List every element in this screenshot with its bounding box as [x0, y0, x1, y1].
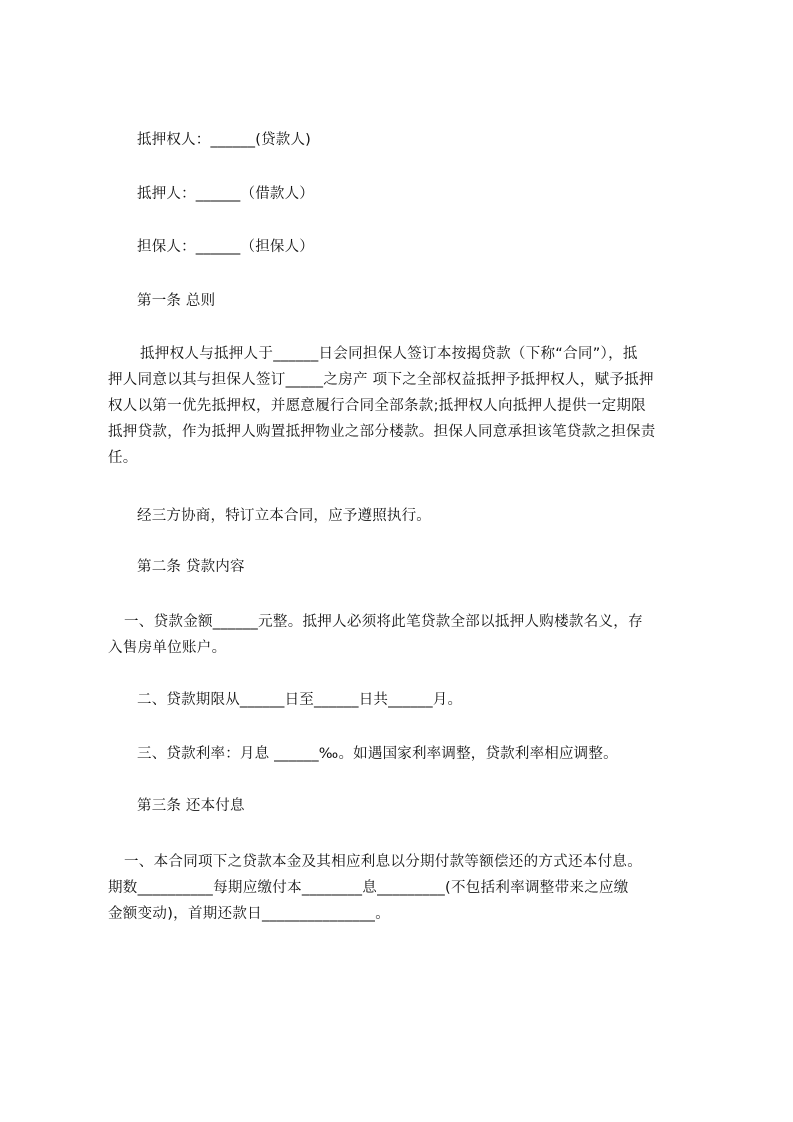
article2-heading: 第二条 贷款内容	[137, 559, 245, 575]
article1-line-5: 任。	[108, 450, 138, 466]
party-mortgagor: 抵押人：______（借款人）	[137, 186, 314, 202]
article3-item1-line-1: 一、本合同项下之贷款本金及其相应利息以分期付款等额偿还的方式还本付息。	[124, 854, 642, 870]
article1-line-2: 押人同意以其与担保人签订_____之房产 项下之全部权益抵押予抵押权人，赋予抵押	[108, 372, 654, 388]
article2-item1-line-1: 一、贷款金额______元整。抵押人必须将此笔贷款全部以抵押人购楼款名义，存	[124, 614, 643, 630]
article1-line-3: 权人以第一优先抵押权，并愿意履行合同全部条款;抵押权人向抵押人提供一定期限	[108, 398, 646, 414]
article3-heading: 第三条 还本付息	[137, 798, 245, 814]
article2-item1	[108, 609, 700, 661]
article1-paragraph	[108, 341, 700, 471]
agreement-statement: 经三方协商，特订立本合同，应予遵照执行。	[137, 508, 431, 524]
article2-item1-line-2: 入售房单位账户。	[108, 640, 227, 656]
article3-item1-line-3: 金额变动)，首期还款日_______________。	[108, 906, 391, 922]
article3-item1	[108, 849, 700, 927]
article1-line-4: 抵押贷款，作为抵押人购置抵押物业之部分楼款。担保人同意承担该笔贷款之担保责	[108, 424, 656, 440]
article2-item2: 二、贷款期限从______日至______日共______月。	[137, 692, 463, 708]
party-guarantor: 担保人：______（担保人）	[137, 239, 314, 255]
party-mortgagee: 抵押权人：______(贷款人)	[137, 132, 312, 148]
article3-item1-line-2: 期数__________每期应缴付本________息_________(不包括利率调整带来之应缴	[108, 880, 629, 896]
article1-line-1: 抵押权人与抵押人于______日会同担保人签订本按揭贷款（下称“合同”），抵	[140, 346, 638, 362]
article1-heading: 第一条 总则	[137, 293, 216, 309]
article2-item3: 三、贷款利率：月息 ______‰。如遇国家利率调整，贷款利率相应调整。	[137, 746, 618, 762]
